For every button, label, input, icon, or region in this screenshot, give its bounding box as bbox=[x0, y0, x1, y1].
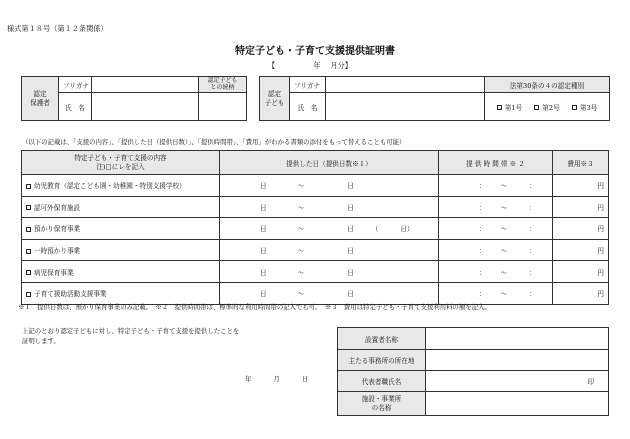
facility-name-input[interactable] bbox=[426, 392, 609, 416]
checkbox-icon[interactable] bbox=[26, 270, 31, 275]
category-header: 法第30条の４の認定種別 bbox=[485, 77, 610, 93]
facility-name-label: 施設・事業所 の名称 bbox=[338, 392, 426, 416]
page-title: 特定子ども・子育て支援提供証明書 bbox=[235, 46, 395, 57]
row-2-time[interactable]: ： 〜 ： bbox=[439, 196, 553, 218]
row-4-days[interactable]: 日 〜 日 bbox=[220, 239, 439, 261]
row-3-label[interactable]: 預かり保育事業 bbox=[22, 218, 220, 240]
row-3-days[interactable]: 日 〜 日 （ 日） bbox=[220, 218, 439, 240]
row-3-cost[interactable]: 円 bbox=[553, 218, 609, 240]
provider-name-input[interactable] bbox=[426, 328, 609, 350]
row-4-cost[interactable]: 円 bbox=[553, 239, 609, 261]
header-content: 特定子ども・子育て支援の内容 注)□にレを記入 bbox=[22, 151, 220, 175]
row-5-days[interactable]: 日 〜 日 bbox=[220, 261, 439, 283]
checkbox-icon[interactable] bbox=[26, 227, 31, 232]
child-name-input[interactable] bbox=[326, 93, 485, 121]
row-6-time[interactable]: ： 〜 ： bbox=[439, 282, 553, 304]
relation-input[interactable] bbox=[199, 93, 247, 121]
row-5-time[interactable]: ： 〜 ： bbox=[439, 261, 553, 283]
row-6-days[interactable]: 日 〜 日 bbox=[220, 282, 439, 304]
note-intro: （以下の記載は、「支援の内容」、「提供した日（提供日数）」、「提供時間帯」、「費用」がわかる書類の添付をもって替えることも可能） bbox=[22, 138, 406, 146]
table-row bbox=[22, 175, 609, 197]
row-1-days[interactable]: 日 〜 日 bbox=[220, 175, 439, 197]
relation-label: 認定子ども との続柄 bbox=[199, 77, 247, 93]
checkbox-icon[interactable] bbox=[26, 205, 31, 210]
row-1-time[interactable]: ： 〜 ： bbox=[439, 175, 553, 197]
guardian-furigana-label: フリガナ bbox=[59, 77, 92, 93]
row-1-cost[interactable]: 円 bbox=[553, 175, 609, 197]
category-2-checkbox[interactable]: 第2号 bbox=[534, 104, 559, 112]
child-furigana-input[interactable] bbox=[326, 77, 485, 93]
checkbox-icon[interactable] bbox=[26, 249, 31, 254]
certification-date: 年 月 日 bbox=[245, 375, 309, 383]
table-row bbox=[22, 218, 609, 240]
child-name-label: 氏 名 bbox=[290, 93, 326, 121]
header-time: 提 供 時 間 帯 ※ ２ bbox=[439, 151, 553, 175]
category-3-checkbox[interactable]: 第3号 bbox=[572, 104, 597, 112]
guardian-label: 認定 保護者 bbox=[22, 77, 59, 121]
category-1-checkbox[interactable]: 第1号 bbox=[497, 104, 522, 112]
provider-name-label: 設置者名称 bbox=[338, 328, 426, 350]
row-6-cost[interactable]: 円 bbox=[553, 282, 609, 304]
row-4-time[interactable]: ： 〜 ： bbox=[439, 239, 553, 261]
header-days: 提供した日（提供日数※１） bbox=[220, 151, 439, 175]
footnote: ※１ 提供日数は、預かり保育事業のみ記載。 ※２ 提供時間帯は、標準的な利用時間帯の記入でも可。 ※３ 費用は特定子ども・子育て支援利用料の額を記入。 bbox=[18, 303, 491, 311]
guardian-name-label: 氏 名 bbox=[59, 93, 92, 121]
checkbox-icon[interactable] bbox=[26, 292, 31, 297]
provider-table bbox=[337, 327, 609, 416]
row-5-label[interactable]: 病児保育事業 bbox=[22, 261, 220, 283]
row-5-cost[interactable]: 円 bbox=[553, 261, 609, 283]
office-address-input[interactable] bbox=[426, 350, 609, 371]
guardian-furigana-input[interactable] bbox=[92, 77, 199, 93]
row-1-label[interactable]: 幼児教育（認定こども園・幼稚園・特別支援学校） bbox=[22, 175, 220, 197]
category-options bbox=[485, 93, 610, 121]
child-table bbox=[259, 76, 610, 121]
form-number: 様式第１８号（第１２条関係） bbox=[7, 24, 108, 33]
row-6-label[interactable]: 子育て援助活動支援事業 bbox=[22, 282, 220, 304]
row-3-time[interactable]: ： 〜 ： bbox=[439, 218, 553, 240]
guardian-name-input[interactable] bbox=[92, 93, 199, 121]
checkbox-icon[interactable] bbox=[26, 184, 31, 189]
child-furigana-label: フリガナ bbox=[290, 77, 326, 93]
header-cost: 費用※３ bbox=[553, 151, 609, 175]
representative-seal[interactable]: 印 bbox=[426, 371, 609, 392]
table-row bbox=[22, 282, 609, 304]
office-address-label: 主たる事務所の所在地 bbox=[338, 350, 426, 371]
period-label: 【 年 月分】 bbox=[268, 61, 352, 70]
guardian-table bbox=[21, 76, 247, 121]
table-row bbox=[22, 261, 609, 283]
child-label: 認定 子ども bbox=[260, 77, 290, 121]
representative-label: 代表者職氏名 bbox=[338, 371, 426, 392]
row-2-cost[interactable]: 円 bbox=[553, 196, 609, 218]
row-4-label[interactable]: 一時預かり事業 bbox=[22, 239, 220, 261]
service-table bbox=[21, 150, 609, 305]
table-row bbox=[22, 196, 609, 218]
certification-text: 上記のとおり認定子どもに対し、特定子ども・子育て支援を提供したことを 証明します。 bbox=[22, 327, 240, 345]
row-2-label[interactable]: 認可外保育施設 bbox=[22, 196, 220, 218]
table-row bbox=[22, 239, 609, 261]
row-2-days[interactable]: 日 〜 日 bbox=[220, 196, 439, 218]
